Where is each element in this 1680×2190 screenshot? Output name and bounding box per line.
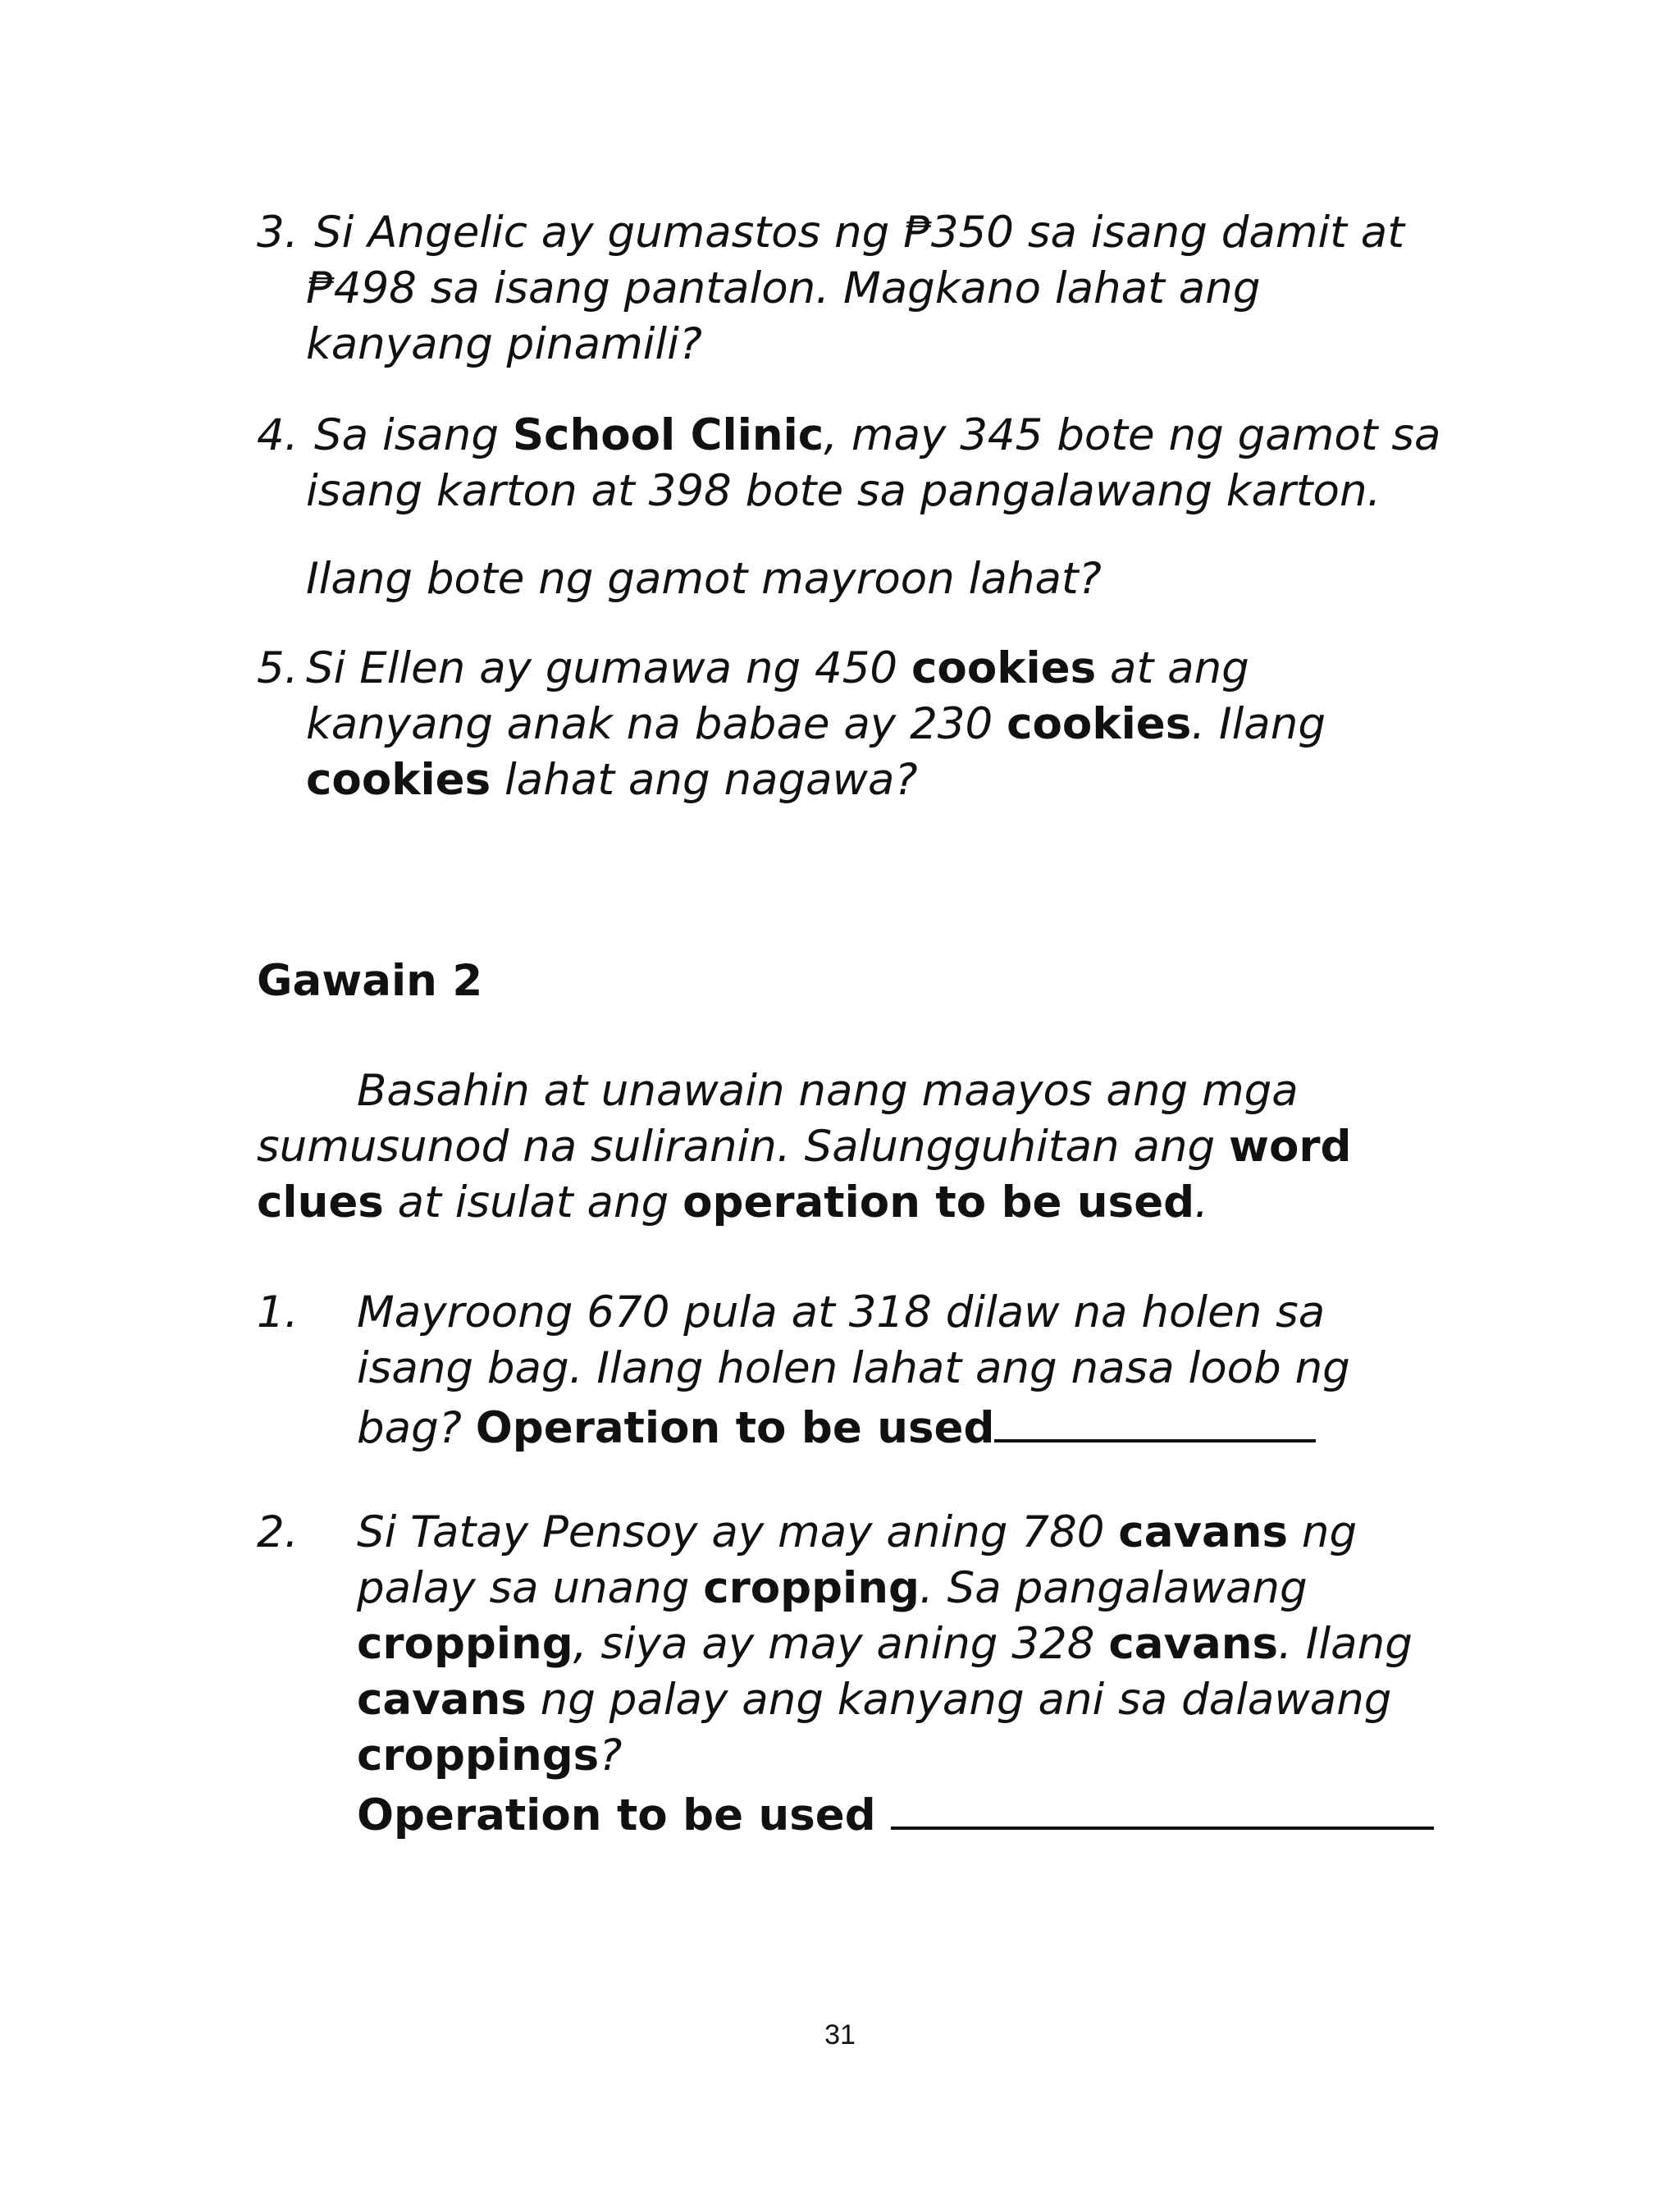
item-number: 5. [257, 643, 299, 693]
operation-label: Operation to be used [475, 1403, 995, 1453]
item-number: 3. [257, 208, 299, 258]
keyword-school-clinic: School Clinic [512, 410, 824, 460]
problem-2-line-4: cavans ng palay ang kanyang ani sa dalawang [357, 1675, 1392, 1725]
problem-2-line-3: cropping, siya ay may aning 328 cavans. Ilang [357, 1619, 1413, 1669]
operation-label: Operation to be used [357, 1790, 892, 1840]
problem-number: 2. [257, 1507, 299, 1557]
item-5 [257, 641, 1326, 808]
section-title: Gawain 2 [257, 956, 483, 1006]
problem-number: 1. [257, 1287, 299, 1337]
keyword-cavans: cavans [357, 1675, 527, 1725]
keyword-word: word [1229, 1122, 1352, 1172]
problem-2-line-6 [257, 1784, 1434, 1844]
problem-2-line-2: palay sa unang cropping. Sa pangalawang [357, 1563, 1308, 1613]
item-5-line-3: cookies lahat ang nagawa? [306, 755, 918, 805]
item-5-line-1: 5. Si Ellen ay gumawa ng 450 cookies at ang [257, 641, 1326, 697]
keyword-operation: operation to be used [682, 1177, 1195, 1228]
keyword-croppings: croppings [357, 1731, 600, 1781]
keyword-cavans: cavans [1108, 1619, 1279, 1669]
item-4-line-1: 4. Sa isang School Clinic, may 345 bote ng gamot sa [257, 408, 1441, 464]
keyword-cookies: cookies [1007, 699, 1192, 749]
problem-2-line-5: croppings? [357, 1731, 623, 1781]
instructions-line-2: sumusunod na suliranin. Salungguhitan ang word [257, 1122, 1352, 1172]
item-3-line-1 [257, 205, 1404, 261]
instructions-line-3: clues at isulat ang operation to be used. [257, 1177, 1208, 1228]
problem-1 [257, 1285, 1350, 1456]
item-3-line-2: ₱498 sa isang pantalon. Magkano lahat ang [306, 263, 1261, 313]
item-3 [257, 205, 1404, 373]
problem-1-line-3: bag? Operation to be used [257, 1397, 1350, 1456]
item-4-question: Ilang bote ng gamot mayroon lahat? [306, 554, 1102, 604]
item-4-line-2: isang karton at 398 bote sa pangalawang karton. [306, 466, 1381, 516]
keyword-clues: clues [257, 1177, 384, 1228]
keyword-cavans: cavans [1118, 1507, 1289, 1557]
item-3-text-1: Si Angelic ay gumastos ng ₱350 sa isang damit at [314, 208, 1405, 258]
answer-blank[interactable] [994, 1397, 1316, 1442]
answer-blank[interactable] [891, 1784, 1434, 1830]
item-4 [257, 408, 1441, 519]
item-number: 4. [257, 410, 299, 460]
keyword-cookies: cookies [911, 643, 1097, 693]
instructions-line-1: Basahin at unawain nang maayos ang mga [357, 1066, 1299, 1116]
problem-2 [257, 1505, 1434, 1844]
item-5-line-2: kanyang anak na babae ay 230 cookies. Ilang [306, 699, 1326, 749]
page-number: 31 [824, 2019, 856, 2051]
problem-2-line-1: 2. Si Tatay Pensoy ay may aning 780 cavans ng [257, 1505, 1434, 1561]
problem-1-line-1: 1. Mayroong 670 pula at 318 dilaw na holen sa [257, 1285, 1350, 1341]
instructions [257, 1063, 1352, 1231]
keyword-cropping: cropping [703, 1563, 920, 1613]
problem-1-line-2: isang bag. Ilang holen lahat ang nasa loob ng [357, 1343, 1350, 1393]
keyword-cropping: cropping [357, 1619, 573, 1669]
item-3-line-3: kanyang pinamili? [306, 319, 703, 369]
keyword-cookies: cookies [306, 755, 491, 805]
